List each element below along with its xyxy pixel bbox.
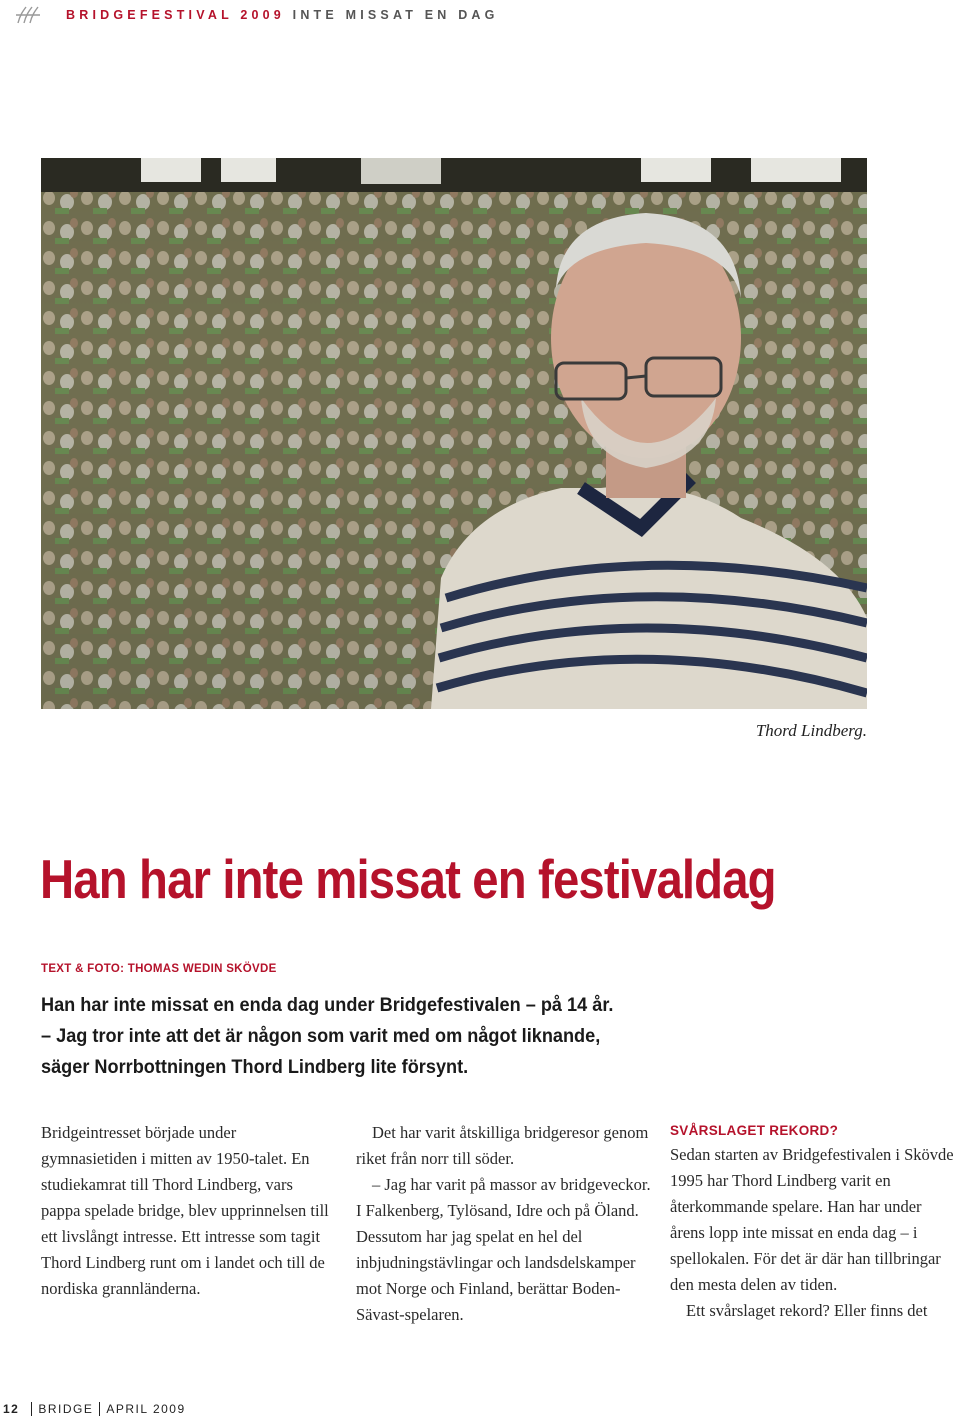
magazine-name: BRIDGE: [38, 1402, 94, 1416]
lead-line: Han har inte missat en enda dag under Bridgefestivalen – på 14 år.: [41, 994, 614, 1016]
page-number: 12: [3, 1402, 20, 1416]
header-section: BRIDGEFESTIVAL 2009: [66, 8, 285, 22]
paragraph: Bridgeintresset började under gymnasietiden i mitten av 1950-talet. En studiekamrat till Thord Lindberg, vars pappa spelade bridge, blev upprinnelsen till ett livslångt intresse. Ett intresse som tagit Thord Lindberg runt om i landet och till de nordiska grannländerna.: [41, 1123, 329, 1298]
body-column-2: [356, 1120, 651, 1328]
photo-illustration: [41, 158, 867, 709]
header-article: INTE MISSAT EN DAG: [292, 8, 499, 22]
article-headline: Han har inte missat en festivaldag: [40, 848, 776, 910]
page-footer: [3, 1402, 186, 1416]
body-column-3: [670, 1120, 960, 1324]
bridge-logo-icon: [14, 5, 46, 25]
body-column-1: [41, 1120, 331, 1302]
lead-line: säger Norrbottningen Thord Lindberg lite försynt.: [41, 1056, 469, 1078]
section-subhead: SVÅRSLAGET REKORD?: [670, 1123, 839, 1138]
paragraph: – Jag har varit på massor av bridgeveckor. I Falkenberg, Tylösand, Idre och på Öland. Dessutom har jag spelat en hel del inbjudningstävlingar och landsdelskamper mot Norge och Finland, berättar Boden-Sävast-spelaren.: [356, 1175, 651, 1324]
paragraph: Ett svårslaget rekord? Eller finns det: [686, 1301, 928, 1320]
article-byline: TEXT & FOTO: THOMAS WEDIN SKÖVDE: [41, 963, 277, 975]
photo-caption: Thord Lindberg.: [755, 721, 867, 740]
lead-line: – Jag tror inte att det är någon som varit med om något liknande,: [41, 1025, 601, 1047]
header-title: [66, 8, 499, 22]
running-header: [14, 4, 499, 26]
article-lead: [41, 990, 878, 1083]
issue-date: APRIL 2009: [106, 1402, 186, 1416]
footer-divider: [99, 1402, 100, 1416]
article-photo: [41, 158, 867, 709]
footer-divider: [31, 1402, 32, 1416]
paragraph: Det har varit åtskilliga bridgeresor genom riket från norr till söder.: [356, 1123, 649, 1168]
paragraph: Sedan starten av Bridgefestivalen i Skövde 1995 har Thord Lindberg varit en återkommande spelare. Han har under årens lopp inte missat en enda dag – i spellokalen. För det är där han tillbringar den mesta delen av tiden.: [670, 1145, 954, 1294]
